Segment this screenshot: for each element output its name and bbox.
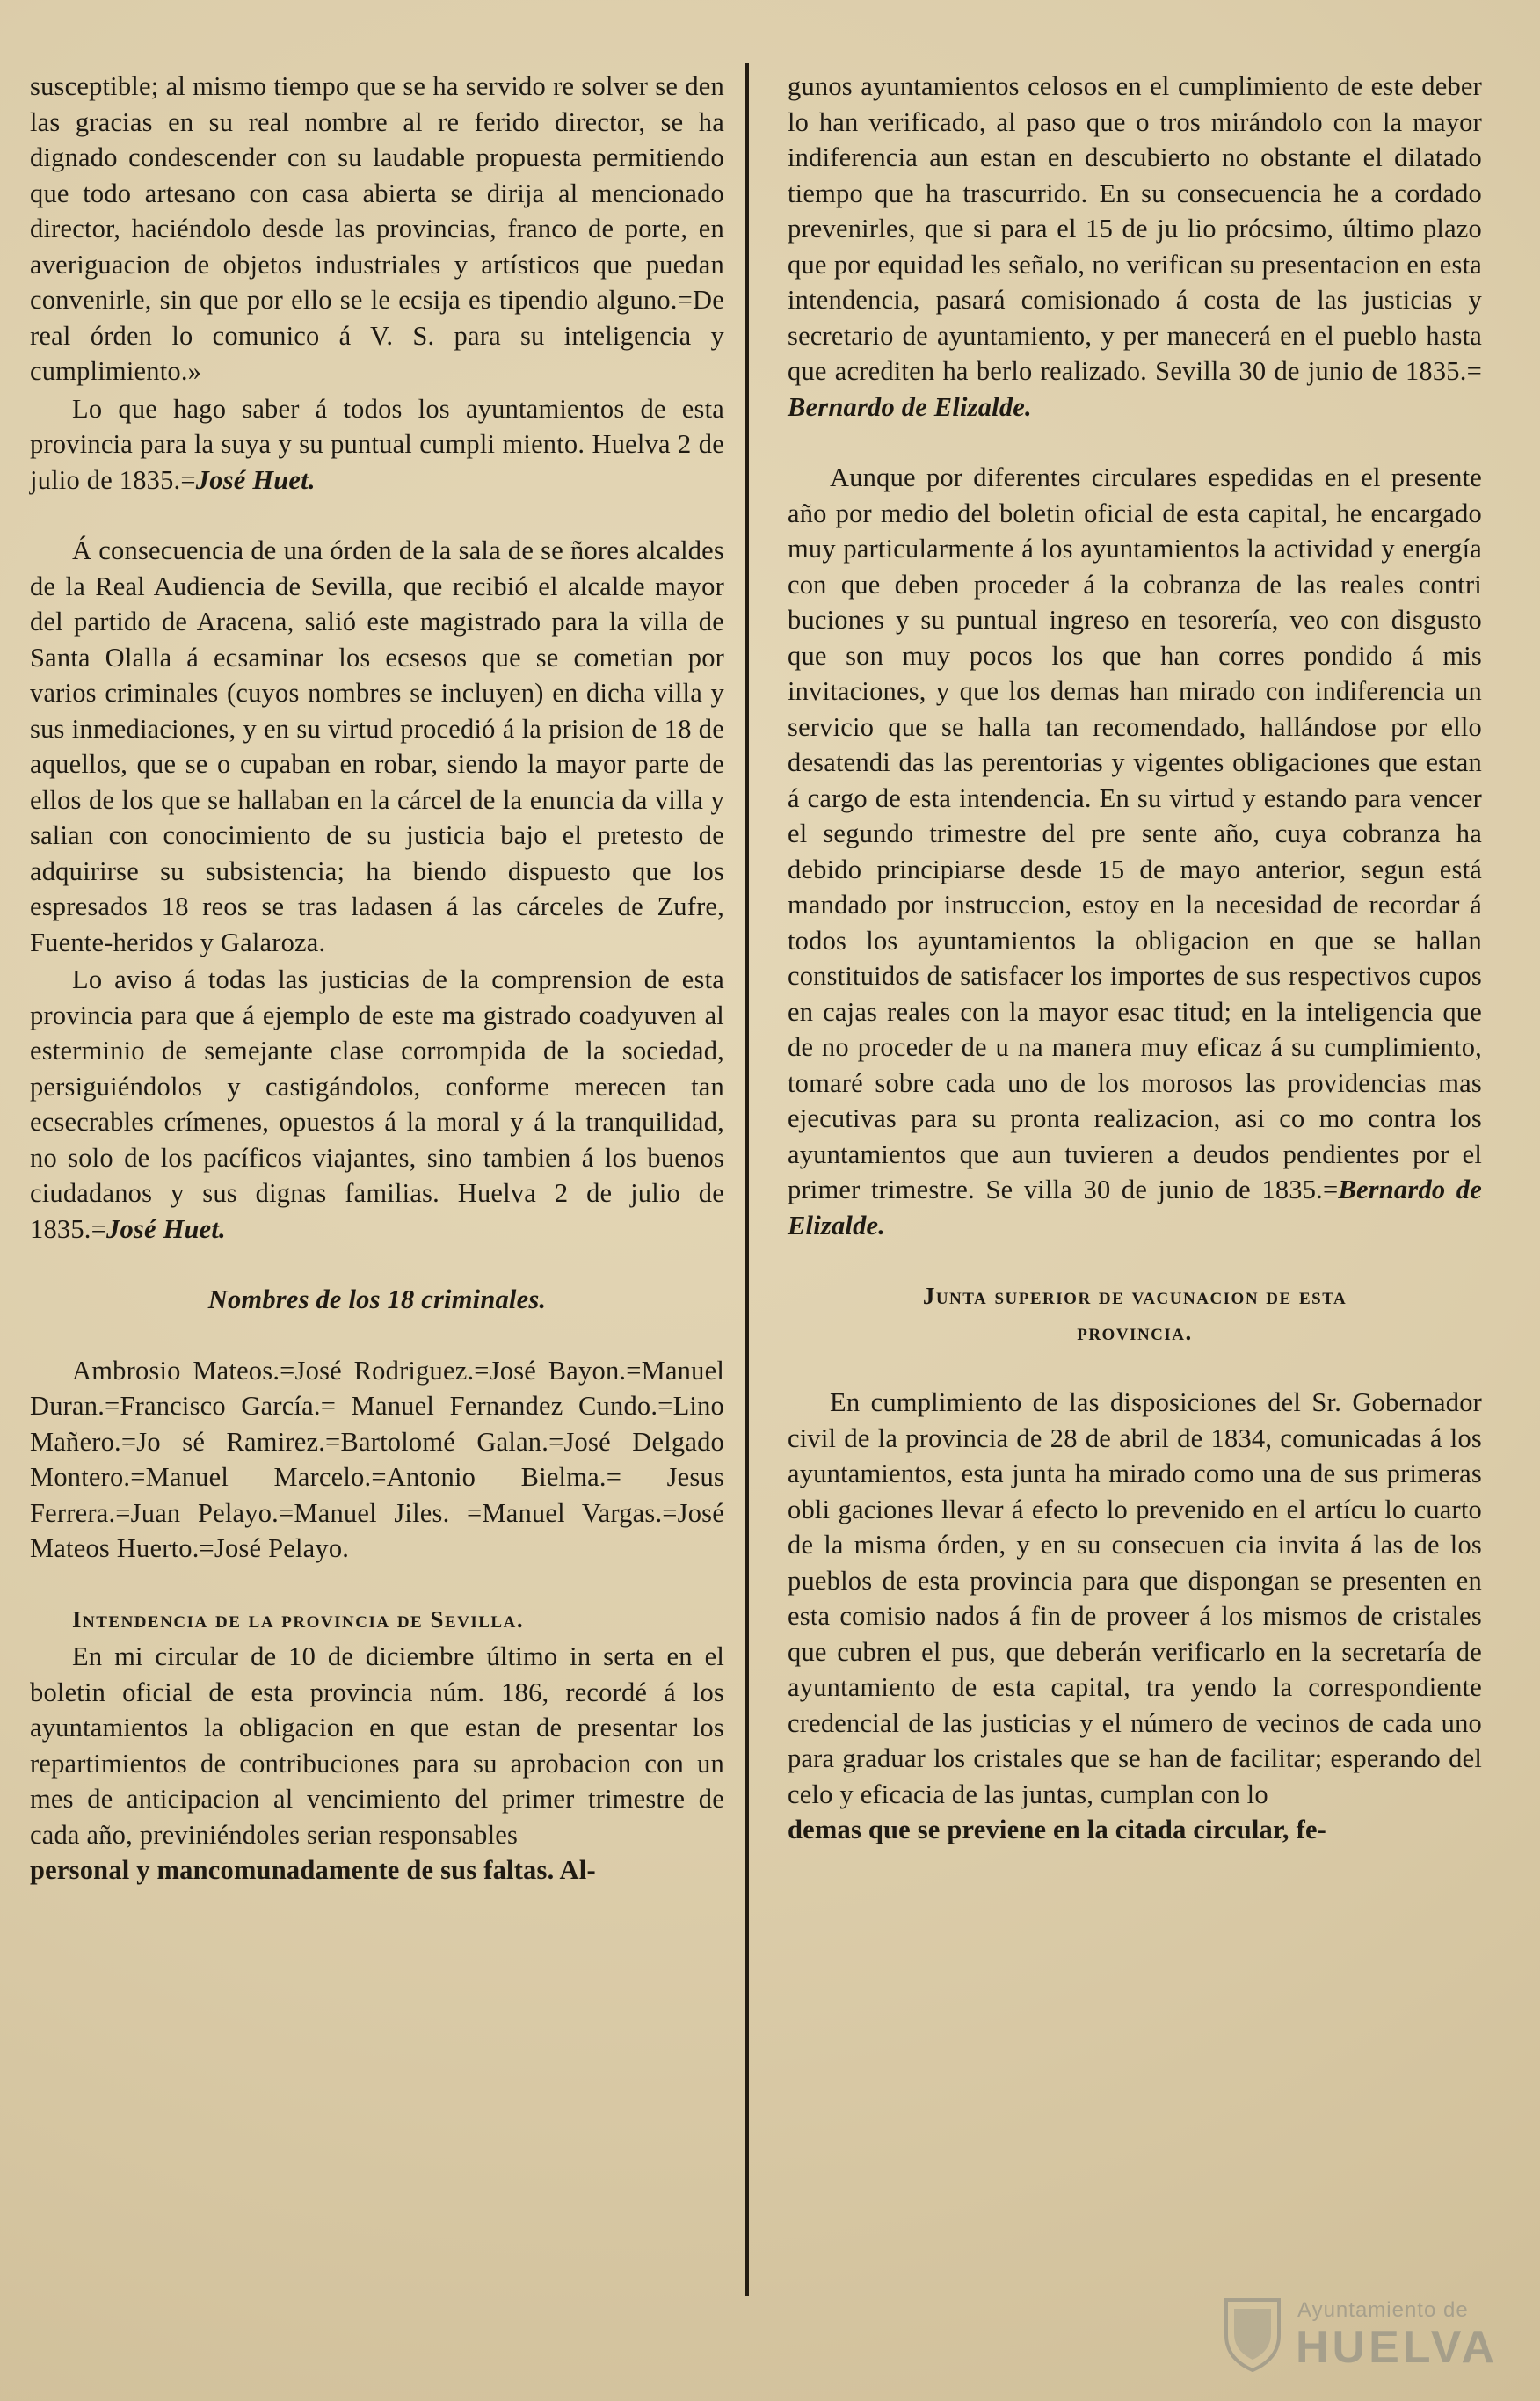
left-column (30, 69, 724, 1888)
shield-crest-icon (1222, 2293, 1283, 2372)
criminals-heading: Nombres de los 18 criminales. (207, 1284, 547, 1314)
ayuntamiento-huelva-watermark (1222, 2277, 1512, 2383)
signature-elizalde-2: Bernardo de Elizalde. (788, 1175, 1482, 1241)
right-paragraph-1 (788, 69, 1482, 425)
junta-heading-line-1: Junta superior de vacunacion de esta (922, 1283, 1348, 1309)
criminals-list: Ambrosio Mateos.=José Rodriguez.=José Bayon.=Manuel Duran.=Francisco García.= Manuel Fernandez Cundo.=Lino Mañero.=Jo sé Ramirez.=Bartolomé Galan.=José Delgado Montero.=Manuel Marcelo.=Antonio Bielma.= Jesus Ferrera.=Juan Pelayo.=Manuel Jiles. =Manuel Vargas.=José Mateos Huerto.=José Pelayo. (30, 1355, 724, 1563)
left-paragraph-3: Á consecuencia de una órden de la sala de se ñores alcaldes de la Real Audiencia de Sevilla, que recibió el alcalde mayor del partido de Aracena, salió este magistrado para la villa de Santa Olalla á ecsaminar los ecsesos que se cometian por varios criminales (cuyos nombres se incluyen) en dicha villa y sus inmediaciones, y en su virtud procedió á la prision de 18 de aquellos, que se o cupaban en robar, siendo la mayor parte de ellos de los que se hallaban en la cárcel de la enuncia da villa y salian con conocimiento de su justicia bajo el pretesto de adquirirse su subsistencia; ha biendo dispuesto que los espresados 18 reos se tras ladasen á las cárceles de Zufre, Fuente-heridos y Galaroza. (30, 535, 724, 957)
signature-jose-huet-1: José Huet. (195, 464, 316, 495)
junta-heading-line-2: provincia. (1077, 1318, 1193, 1345)
right-paragraph-3: En cumplimiento de las disposiciones del Sr. Gobernador civil de la provincia de 28 de abril de 1834, comunicadas á los ayuntamientos, esta junta ha mirado como una de sus primeras obli gaciones llevar á efecto lo prevenido en el artícu lo cuarto de la misma órden, y en su consecuen cia invita á las de los pueblos de esta provincia para que dispongan se presenten en esta comisio nados á fin de proveer á los mismos de cristales que cubren el pus, que deberán verificarlo en la secretaría de ayuntamiento de esta capital, tra yendo la correspondiente credencial de las justicias y el número de vecinos de cada uno para graduar los cristales que se han de facilitar; esperando del celo y eficacia de las juntas, cumplan con lo (788, 1387, 1482, 1809)
left-paragraph-6: En mi circular de 10 de diciembre último in serta en el boletin oficial de esta provincia núm. 186, recordé á los ayuntamientos la obligacion en que estan de presentar los repartimientos de contribuciones para su aprobacion con un mes de anticipacion al vencimiento del primer trimestre de cada año, previniéndoles serian responsables (30, 1641, 724, 1850)
signature-elizalde-1: Bernardo de Elizalde. (788, 391, 1032, 422)
signature-jose-huet-2: José Huet. (106, 1213, 226, 1244)
right-column (788, 69, 1482, 1848)
left-paragraph-1: susceptible; al mismo tiempo que se ha servido re solver se den las gracias en su real nombre al re ferido director, se ha dignado condescender con su laudable propuesta permitiendo que todo artesano con casa abierta se dirija al mencionado director, haciéndolo desde las provincias, franco de porte, en averiguacion de objetos industriales y artísticos que puedan convenirle, sin que por ello se le ecsija es tipendio alguno.=De real órden lo comunico á V. S. para su inteligencia y cumplimiento.» (30, 71, 724, 386)
right-paragraph-2 (788, 460, 1482, 1243)
left-paragraph-2 (30, 391, 724, 498)
column-divider (745, 63, 749, 2296)
left-paragraph-2-text: Lo que hago saber á todos los ayuntamientos de esta provincia para la suya y su puntual cumpli miento. Huelva 2 de julio de 1835.= (30, 393, 724, 495)
right-paragraph-2-text: Aunque por diferentes circulares espedidas en el presente año por medio del boletin oficial de esta capital, he encargado muy particularmente á los ayuntamientos la actividad y energía con que deben proceder á la cobranza de las reales contri buciones y su puntual ingreso en tesorería, veo con disgusto que son muy pocos los que han corres pondido á mis invitaciones, y que los demas han mirado con indiferencia un servicio que se halla tan recomendado, hallándose por ello desatendi das las perentorias y vigentes obligaciones que estan á cargo de esta intendencia. En su virtud y estando para vencer el segundo trimestre del pre sente año, cuya cobranza ha debido principiarse desde 15 de mayo anterior, segun está mandado por instruccion, estoy en la necesidad de recordar á todos los ayuntamientos la obligacion en que se hallan constituidos de satisfacer los importes de sus respectivos cupos en cajas reales con la mayor esac titud; en la inteligencia que de no proceder de u na manera muy eficaz á su cumplimiento, tomaré sobre cada uno de los morosos las providencias mas ejecutivas para su pronta realizacion, asi co mo contra los ayuntamientos que aun tuvieren a deudos pendientes por el primer trimestre. Se villa 30 de junio de 1835.= (788, 462, 1482, 1204)
right-paragraph-1-text: gunos ayuntamientos celosos en el cumplimiento de este deber lo han verificado, al paso que o tros mirándolo con la mayor indiferencia aun estan en descubierto no obstante el dilatado tiempo que ha trascurrido. En su consecuencia he a cordado prevenirles, que si para el 15 de ju lio prócsimo, último plazo que por equidad les señalo, no verifican su presentacion en esta intendencia, pasará comisionado á costa de las justicias y secretario de ayuntamiento, y per manecerá en el pueblo hasta que acrediten ha berlo realizado. Sevilla 30 de junio de 1835.= (788, 71, 1482, 386)
intendencia-heading: Intendencia de la provincia de Sevilla. (72, 1605, 525, 1633)
left-paragraph-6-end: personal y mancomunadamente de sus faltas. Al- (30, 1855, 596, 1885)
left-paragraph-4 (30, 962, 724, 1247)
watermark-line-1: Ayuntamiento de (1297, 2298, 1469, 2322)
right-paragraph-3-end: demas que se previene en la citada circular, fe- (788, 1815, 1327, 1844)
watermark-line-2: HUELVA (1296, 2322, 1499, 2373)
left-paragraph-4-text: Lo aviso á todas las justicias de la comprension de esta provincia para que á ejemplo de este ma gistrado coadyuven al esterminio de semejante clase corrompida de la sociedad, persiguiéndolos y castigándolos, conforme merecen tan ecsecrables crímenes, opuestos á la moral y á la tranquilidad, no solo de los pacíficos viajantes, sino tambien á los buenos ciudadanos y sus dignas familias. Huelva 2 de julio de 1835.= (30, 964, 724, 1244)
